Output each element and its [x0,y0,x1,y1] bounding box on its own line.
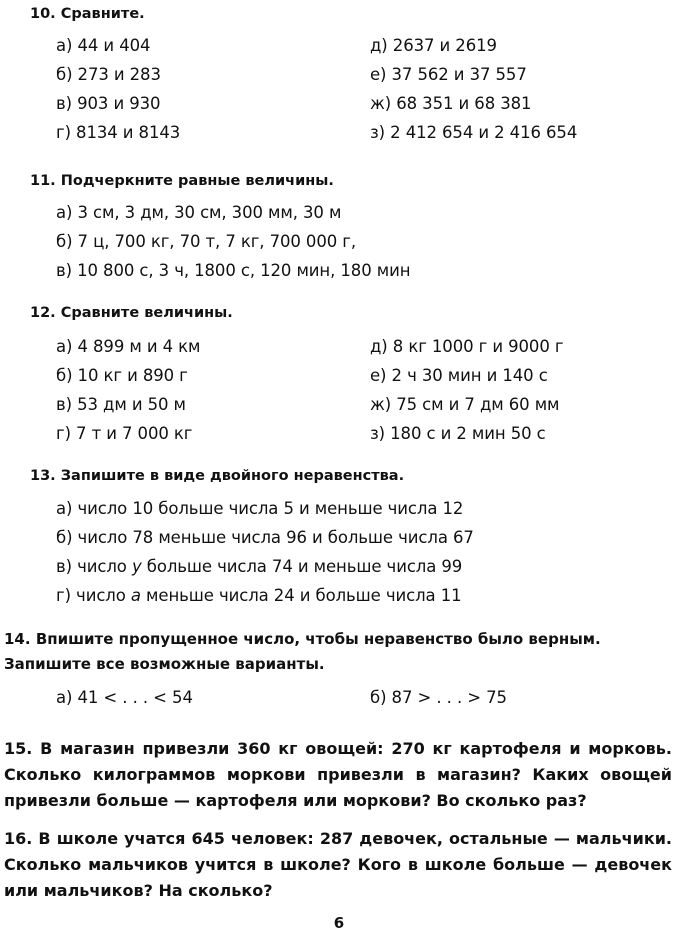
task-13-item-g-pre: г) число [56,586,131,605]
task-11-item-a: а) 3 см, 3 дм, 30 см, 300 мм, 30 м [56,203,342,222]
task-11-item-v: в) 10 800 с, 3 ч, 1800 с, 120 мин, 180 мин [56,261,411,280]
task-16-text: В школе учатся 645 человек: 287 девочек, остальные — мальчики. Сколько мальчиков учится в школе? Кого в школе больше — девочек или мальчиков? На сколько? [4,829,672,900]
task-15-number: 15. [4,739,33,758]
task-12-heading [30,305,233,321]
task-13-title: Запишите в виде двойного неравенства. [60,468,405,484]
task-11-title: Подчеркните равные величины. [60,173,334,189]
task-11-item-b: б) 7 ц, 700 кг, 70 т, 7 кг, 700 000 г, [56,232,356,251]
task-13-item-a [56,499,463,518]
task-13-item-b-text: б) число 78 меньше числа 96 и больше числа 67 [56,528,474,547]
task-14-number: 14. [4,630,31,648]
task-13-item-v-variable: у [131,557,142,576]
task-13-item-g-post: меньше числа 24 и больше числа 11 [140,586,462,605]
task-10-item-zh: ж) 68 351 и 68 381 [370,94,532,113]
task-12-item-v: в) 53 дм и 50 м [56,395,186,414]
task-10-item-d: д) 2637 и 2619 [370,36,497,55]
task-11-heading [30,173,334,189]
page-number: 6 [333,914,345,932]
task-10-item-z: з) 2 412 654 и 2 416 654 [370,123,578,142]
task-12-item-a: а) 4 899 м и 4 км [56,337,201,356]
task-10-item-a: а) 44 и 404 [56,36,151,55]
task-12-title: Сравните величины. [60,305,233,321]
task-13-item-v-post: больше числа 74 и меньше числа 99 [141,557,463,576]
task-14-title-line2: Запишите все возможные варианты. [4,655,325,673]
task-15-text: В магазин привезли 360 кг овощей: 270 кг картофеля и морковь. Сколько килограммов моркови привезли в магазин? Каких овощей привезли больше — картофеля или моркови? Во сколько раз? [4,739,673,810]
task-16 [4,826,672,904]
task-12-item-e: е) 2 ч 30 мин и 140 с [370,366,548,385]
task-10-item-v: в) 903 и 930 [56,94,161,113]
task-10-item-b: б) 273 и 283 [56,65,161,84]
task-13-item-g [56,586,462,605]
task-14-item-b: б) 87 > . . . > 75 [370,688,507,707]
task-11-number: 11. [30,173,56,189]
task-14-title-line1: Впишите пропущенное число, чтобы неравенство было верным. [35,630,601,648]
task-13-number: 13. [30,468,56,484]
task-13-heading [30,468,404,484]
task-13-item-a-text: а) число 10 больше числа 5 и меньше числа 12 [56,499,464,518]
task-12-item-g: г) 7 т и 7 000 кг [56,424,193,443]
task-12-item-z: з) 180 с и 2 мин 50 с [370,424,546,443]
task-16-number: 16. [4,829,33,848]
task-10-item-g: г) 8134 и 8143 [56,123,181,142]
task-13-item-g-variable: а [130,586,141,605]
task-10-number: 10. [30,6,56,22]
task-12-number: 12. [30,305,56,321]
task-12-item-b: б) 10 кг и 890 г [56,366,188,385]
task-13-item-v [56,557,462,576]
task-14-item-a: а) 41 < . . . < 54 [56,688,193,707]
task-15 [4,736,672,814]
task-12-item-d: д) 8 кг 1000 г и 9000 г [370,337,564,356]
task-13-item-v-pre: в) число [56,557,132,576]
task-10-item-e: е) 37 562 и 37 557 [370,65,527,84]
task-10-heading [30,6,145,22]
task-13-item-b [56,528,474,547]
task-10-title: Сравните. [60,6,145,22]
task-12-item-zh: ж) 75 см и 7 дм 60 мм [370,395,560,414]
task-14-heading [4,630,601,648]
